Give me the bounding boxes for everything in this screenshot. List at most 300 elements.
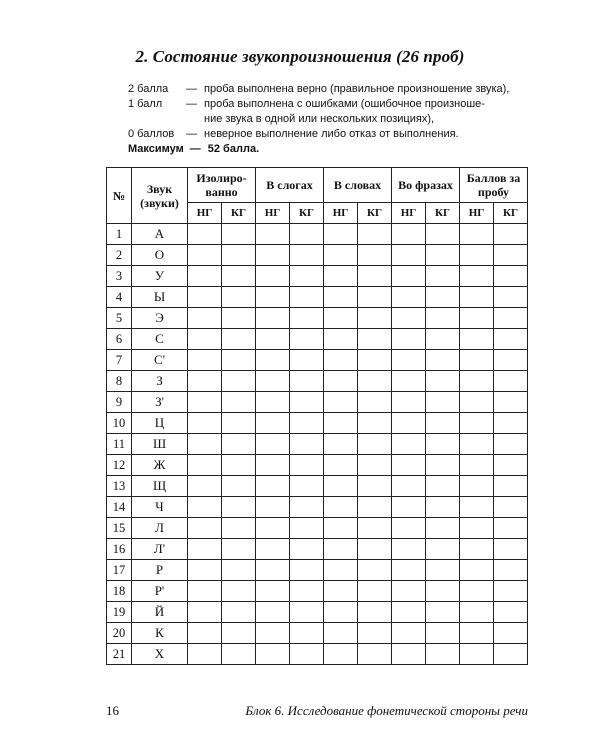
score-entry-cell[interactable] xyxy=(358,539,392,560)
score-entry-cell[interactable] xyxy=(426,518,460,539)
score-entry-cell[interactable] xyxy=(426,371,460,392)
score-entry-cell[interactable] xyxy=(392,434,426,455)
row-number: 12 xyxy=(107,455,132,476)
score-entry-cell[interactable] xyxy=(392,371,426,392)
score-entry-cell[interactable] xyxy=(290,392,324,413)
score-entry-cell[interactable] xyxy=(324,371,358,392)
score-entry-cell[interactable] xyxy=(392,518,426,539)
row-number: 7 xyxy=(107,350,132,371)
score-entry-cell[interactable] xyxy=(222,266,256,287)
header-score: Баллов за пробу xyxy=(460,168,528,203)
score-entry-cell[interactable] xyxy=(494,518,528,539)
score-entry-cell[interactable] xyxy=(290,245,324,266)
score-entry-cell[interactable] xyxy=(188,518,222,539)
score-entry-cell[interactable] xyxy=(494,560,528,581)
score-entry-cell[interactable] xyxy=(188,539,222,560)
score-entry-cell[interactable] xyxy=(290,476,324,497)
score-entry-cell[interactable] xyxy=(392,266,426,287)
score-entry-cell[interactable] xyxy=(256,266,290,287)
sound-cell: О xyxy=(132,245,188,266)
score-entry-cell[interactable] xyxy=(494,539,528,560)
score-entry-cell[interactable] xyxy=(460,560,494,581)
score-entry-cell[interactable] xyxy=(358,455,392,476)
sound-cell: Ы xyxy=(132,287,188,308)
score-entry-cell[interactable] xyxy=(222,308,256,329)
score-entry-cell[interactable] xyxy=(494,602,528,623)
table-row xyxy=(107,392,528,413)
score-entry-cell[interactable] xyxy=(188,308,222,329)
score-entry-cell[interactable] xyxy=(358,560,392,581)
score-entry-cell[interactable] xyxy=(290,644,324,665)
score-entry-cell[interactable] xyxy=(358,371,392,392)
score-entry-cell[interactable] xyxy=(222,497,256,518)
score-entry-cell[interactable] xyxy=(358,224,392,245)
score-entry-cell[interactable] xyxy=(426,623,460,644)
table-row xyxy=(107,350,528,371)
score-entry-cell[interactable] xyxy=(460,644,494,665)
score-entry-cell[interactable] xyxy=(494,308,528,329)
sound-cell: Ц xyxy=(132,413,188,434)
score-entry-cell[interactable] xyxy=(188,350,222,371)
score-entry-cell[interactable] xyxy=(392,602,426,623)
score-entry-cell[interactable] xyxy=(324,245,358,266)
score-entry-cell[interactable] xyxy=(222,392,256,413)
subheader-ng: НГ xyxy=(460,203,494,224)
row-number: 10 xyxy=(107,413,132,434)
score-entry-cell[interactable] xyxy=(222,539,256,560)
table-row xyxy=(107,476,528,497)
score-entry-cell[interactable] xyxy=(256,602,290,623)
score-entry-cell[interactable] xyxy=(494,287,528,308)
scoring-row xyxy=(128,82,528,97)
header-syllables: В слогах xyxy=(256,168,324,203)
score-entry-cell[interactable] xyxy=(324,392,358,413)
score-entry-cell[interactable] xyxy=(324,623,358,644)
score-entry-cell[interactable] xyxy=(256,413,290,434)
scoring-row xyxy=(128,97,528,112)
score-entry-cell[interactable] xyxy=(222,329,256,350)
table-row xyxy=(107,266,528,287)
score-entry-cell[interactable] xyxy=(392,581,426,602)
score-entry-cell[interactable] xyxy=(290,371,324,392)
score-entry-cell[interactable] xyxy=(426,581,460,602)
score-entry-cell[interactable] xyxy=(460,518,494,539)
score-entry-cell[interactable] xyxy=(290,329,324,350)
score-dash: — xyxy=(186,98,197,110)
score-entry-cell[interactable] xyxy=(188,224,222,245)
row-number: 20 xyxy=(107,623,132,644)
subheader-ng: НГ xyxy=(188,203,222,224)
score-entry-cell[interactable] xyxy=(392,308,426,329)
header-phrases: Во фразах xyxy=(392,168,460,203)
score-entry-cell[interactable] xyxy=(426,392,460,413)
sound-cell: Ж xyxy=(132,455,188,476)
score-entry-cell[interactable] xyxy=(494,581,528,602)
score-entry-cell[interactable] xyxy=(256,308,290,329)
sound-cell: Л' xyxy=(132,539,188,560)
score-entry-cell[interactable] xyxy=(256,392,290,413)
header-number: № xyxy=(107,168,132,224)
score-entry-cell[interactable] xyxy=(324,434,358,455)
score-entry-cell[interactable] xyxy=(358,308,392,329)
score-entry-cell[interactable] xyxy=(460,434,494,455)
score-entry-cell[interactable] xyxy=(256,350,290,371)
score-entry-cell[interactable] xyxy=(324,539,358,560)
sound-cell: З' xyxy=(132,392,188,413)
score-entry-cell[interactable] xyxy=(494,245,528,266)
score-entry-cell[interactable] xyxy=(460,539,494,560)
score-entry-cell[interactable] xyxy=(290,455,324,476)
score-entry-cell[interactable] xyxy=(358,287,392,308)
row-number: 18 xyxy=(107,581,132,602)
score-entry-cell[interactable] xyxy=(494,350,528,371)
score-entry-cell[interactable] xyxy=(358,518,392,539)
score-entry-cell[interactable] xyxy=(358,476,392,497)
score-entry-cell[interactable] xyxy=(290,539,324,560)
score-entry-cell[interactable] xyxy=(494,644,528,665)
score-label: 0 баллов xyxy=(128,128,175,140)
score-entry-cell[interactable] xyxy=(358,623,392,644)
score-entry-cell[interactable] xyxy=(460,350,494,371)
sound-cell: Р xyxy=(132,560,188,581)
score-description: проба выполнена верно (правильное произношение звука), xyxy=(204,83,510,95)
score-entry-cell[interactable] xyxy=(460,581,494,602)
score-entry-cell[interactable] xyxy=(494,497,528,518)
score-entry-cell[interactable] xyxy=(256,476,290,497)
score-entry-cell[interactable] xyxy=(222,287,256,308)
row-number: 6 xyxy=(107,329,132,350)
score-entry-cell[interactable] xyxy=(290,581,324,602)
score-entry-cell[interactable] xyxy=(460,287,494,308)
score-entry-cell[interactable] xyxy=(222,371,256,392)
score-entry-cell[interactable] xyxy=(460,308,494,329)
row-number: 9 xyxy=(107,392,132,413)
score-entry-cell[interactable] xyxy=(188,602,222,623)
sound-cell: Щ xyxy=(132,476,188,497)
score-entry-cell[interactable] xyxy=(188,287,222,308)
score-entry-cell[interactable] xyxy=(392,644,426,665)
score-entry-cell[interactable] xyxy=(392,539,426,560)
table-row xyxy=(107,308,528,329)
score-entry-cell[interactable] xyxy=(290,434,324,455)
score-entry-cell[interactable] xyxy=(256,644,290,665)
score-dash xyxy=(186,112,204,127)
score-entry-cell[interactable] xyxy=(188,329,222,350)
sound-cell: С' xyxy=(132,350,188,371)
score-entry-cell[interactable] xyxy=(460,413,494,434)
score-entry-cell[interactable] xyxy=(358,392,392,413)
score-entry-cell[interactable] xyxy=(188,497,222,518)
score-entry-cell[interactable] xyxy=(290,350,324,371)
score-entry-cell[interactable] xyxy=(188,581,222,602)
score-entry-cell[interactable] xyxy=(358,497,392,518)
score-entry-cell[interactable] xyxy=(426,350,460,371)
score-entry-cell[interactable] xyxy=(392,413,426,434)
score-dash: — xyxy=(186,83,197,95)
score-entry-cell[interactable] xyxy=(460,392,494,413)
row-number: 8 xyxy=(107,371,132,392)
score-entry-cell[interactable] xyxy=(256,287,290,308)
score-entry-cell[interactable] xyxy=(494,455,528,476)
score-entry-cell[interactable] xyxy=(324,518,358,539)
score-entry-cell[interactable] xyxy=(324,329,358,350)
score-entry-cell[interactable] xyxy=(494,266,528,287)
score-entry-cell[interactable] xyxy=(324,413,358,434)
score-entry-cell[interactable] xyxy=(324,308,358,329)
score-entry-cell[interactable] xyxy=(392,476,426,497)
score-entry-cell[interactable] xyxy=(460,266,494,287)
score-entry-cell[interactable] xyxy=(256,224,290,245)
score-entry-cell[interactable] xyxy=(358,581,392,602)
score-entry-cell[interactable] xyxy=(392,329,426,350)
score-entry-cell[interactable] xyxy=(324,602,358,623)
row-number: 21 xyxy=(107,644,132,665)
table-body xyxy=(107,224,528,665)
score-entry-cell[interactable] xyxy=(460,371,494,392)
row-number: 3 xyxy=(107,266,132,287)
score-entry-cell[interactable] xyxy=(324,560,358,581)
maximum-label: Максимум xyxy=(128,143,184,155)
row-number: 11 xyxy=(107,434,132,455)
score-entry-cell[interactable] xyxy=(256,539,290,560)
score-entry-cell[interactable] xyxy=(494,392,528,413)
score-entry-cell[interactable] xyxy=(392,245,426,266)
score-entry-cell[interactable] xyxy=(494,224,528,245)
score-entry-cell[interactable] xyxy=(222,644,256,665)
score-entry-cell[interactable] xyxy=(494,623,528,644)
score-entry-cell[interactable] xyxy=(222,350,256,371)
table-row xyxy=(107,560,528,581)
row-number: 15 xyxy=(107,518,132,539)
score-entry-cell[interactable] xyxy=(188,371,222,392)
score-entry-cell[interactable] xyxy=(426,413,460,434)
score-entry-cell[interactable] xyxy=(494,434,528,455)
score-entry-cell[interactable] xyxy=(392,224,426,245)
score-entry-cell[interactable] xyxy=(494,329,528,350)
row-number: 17 xyxy=(107,560,132,581)
score-entry-cell[interactable] xyxy=(222,434,256,455)
score-entry-cell[interactable] xyxy=(494,371,528,392)
score-entry-cell[interactable] xyxy=(256,497,290,518)
score-description: проба выполнена с ошибками (ошибочное произноше- xyxy=(204,98,485,110)
score-entry-cell[interactable] xyxy=(426,245,460,266)
row-number: 5 xyxy=(107,308,132,329)
score-entry-cell[interactable] xyxy=(426,455,460,476)
score-entry-cell[interactable] xyxy=(188,413,222,434)
score-entry-cell[interactable] xyxy=(290,224,324,245)
score-entry-cell[interactable] xyxy=(324,224,358,245)
score-label: 2 балла xyxy=(128,83,169,95)
score-entry-cell[interactable] xyxy=(222,560,256,581)
score-entry-cell[interactable] xyxy=(460,623,494,644)
score-entry-cell[interactable] xyxy=(188,476,222,497)
score-description: ние звука в одной или нескольких позициях), xyxy=(204,113,435,125)
score-entry-cell[interactable] xyxy=(188,560,222,581)
subheader-kg: КГ xyxy=(290,203,324,224)
score-entry-cell[interactable] xyxy=(426,476,460,497)
score-entry-cell[interactable] xyxy=(222,476,256,497)
score-entry-cell[interactable] xyxy=(188,392,222,413)
sound-cell: У xyxy=(132,266,188,287)
score-description: неверное выполнение либо отказ от выполнения. xyxy=(204,128,459,140)
maximum-row xyxy=(128,142,528,157)
score-entry-cell[interactable] xyxy=(290,266,324,287)
score-entry-cell[interactable] xyxy=(426,497,460,518)
score-entry-cell[interactable] xyxy=(290,287,324,308)
score-entry-cell[interactable] xyxy=(392,455,426,476)
score-entry-cell[interactable] xyxy=(290,623,324,644)
score-entry-cell[interactable] xyxy=(290,308,324,329)
score-entry-cell[interactable] xyxy=(358,602,392,623)
score-entry-cell[interactable] xyxy=(358,350,392,371)
score-entry-cell[interactable] xyxy=(426,539,460,560)
subheader-kg: КГ xyxy=(426,203,460,224)
score-entry-cell[interactable] xyxy=(324,581,358,602)
sound-cell: А xyxy=(132,224,188,245)
score-entry-cell[interactable] xyxy=(324,287,358,308)
sound-cell: З xyxy=(132,371,188,392)
score-entry-cell[interactable] xyxy=(426,560,460,581)
score-entry-cell[interactable] xyxy=(222,623,256,644)
header-words: В словах xyxy=(324,168,392,203)
score-entry-cell[interactable] xyxy=(426,224,460,245)
score-entry-cell[interactable] xyxy=(392,350,426,371)
scoring-legend xyxy=(128,82,528,157)
sound-cell: К xyxy=(132,623,188,644)
score-entry-cell[interactable] xyxy=(256,560,290,581)
score-entry-cell[interactable] xyxy=(324,644,358,665)
row-number: 14 xyxy=(107,497,132,518)
score-entry-cell[interactable] xyxy=(324,455,358,476)
score-entry-cell[interactable] xyxy=(460,602,494,623)
score-entry-cell[interactable] xyxy=(426,434,460,455)
table-row xyxy=(107,623,528,644)
scoring-row xyxy=(128,112,528,127)
score-entry-cell[interactable] xyxy=(290,560,324,581)
score-entry-cell[interactable] xyxy=(392,623,426,644)
score-entry-cell[interactable] xyxy=(222,518,256,539)
score-entry-cell[interactable] xyxy=(460,476,494,497)
score-entry-cell[interactable] xyxy=(290,497,324,518)
score-entry-cell[interactable] xyxy=(460,455,494,476)
score-dash: — xyxy=(186,128,197,140)
score-entry-cell[interactable] xyxy=(460,245,494,266)
score-entry-cell[interactable] xyxy=(358,245,392,266)
score-entry-cell[interactable] xyxy=(392,287,426,308)
row-number: 1 xyxy=(107,224,132,245)
score-entry-cell[interactable] xyxy=(290,413,324,434)
score-entry-cell[interactable] xyxy=(426,287,460,308)
score-entry-cell[interactable] xyxy=(460,329,494,350)
maximum-value: 52 балла. xyxy=(207,143,260,155)
maximum-dash: — xyxy=(189,143,201,155)
sound-pronunciation-table xyxy=(106,167,528,665)
score-entry-cell[interactable] xyxy=(188,644,222,665)
score-label: 1 балл xyxy=(128,98,163,110)
score-entry-cell[interactable] xyxy=(256,455,290,476)
score-entry-cell[interactable] xyxy=(188,245,222,266)
score-entry-cell[interactable] xyxy=(460,224,494,245)
score-entry-cell[interactable] xyxy=(188,455,222,476)
score-entry-cell[interactable] xyxy=(392,560,426,581)
score-entry-cell[interactable] xyxy=(358,413,392,434)
sound-cell: Р' xyxy=(132,581,188,602)
score-entry-cell[interactable] xyxy=(290,602,324,623)
sound-cell: Э xyxy=(132,308,188,329)
score-entry-cell[interactable] xyxy=(392,392,426,413)
score-entry-cell[interactable] xyxy=(324,497,358,518)
score-entry-cell[interactable] xyxy=(494,413,528,434)
table-row xyxy=(107,329,528,350)
table-row xyxy=(107,455,528,476)
score-entry-cell[interactable] xyxy=(494,476,528,497)
score-label xyxy=(128,112,186,127)
sound-cell: Ш xyxy=(132,434,188,455)
score-entry-cell[interactable] xyxy=(256,371,290,392)
table-row xyxy=(107,434,528,455)
score-entry-cell[interactable] xyxy=(188,266,222,287)
table-row xyxy=(107,287,528,308)
score-entry-cell[interactable] xyxy=(358,266,392,287)
score-entry-cell[interactable] xyxy=(426,602,460,623)
score-entry-cell[interactable] xyxy=(222,413,256,434)
score-entry-cell[interactable] xyxy=(426,329,460,350)
table-row xyxy=(107,518,528,539)
score-entry-cell[interactable] xyxy=(392,497,426,518)
sound-cell: Х xyxy=(132,644,188,665)
score-entry-cell[interactable] xyxy=(256,623,290,644)
score-entry-cell[interactable] xyxy=(222,581,256,602)
score-entry-cell[interactable] xyxy=(256,245,290,266)
score-entry-cell[interactable] xyxy=(256,329,290,350)
score-entry-cell[interactable] xyxy=(426,266,460,287)
score-entry-cell[interactable] xyxy=(222,224,256,245)
subheader-ng: НГ xyxy=(256,203,290,224)
row-number: 16 xyxy=(107,539,132,560)
score-entry-cell[interactable] xyxy=(324,350,358,371)
score-entry-cell[interactable] xyxy=(188,434,222,455)
sound-cell: С xyxy=(132,329,188,350)
header-sound: Звук (звуки) xyxy=(132,168,188,224)
header-isolated: Изолиро-ванно xyxy=(188,168,256,203)
table-row xyxy=(107,602,528,623)
subheader-kg: КГ xyxy=(494,203,528,224)
score-entry-cell[interactable] xyxy=(324,266,358,287)
sound-cell: Ч xyxy=(132,497,188,518)
score-entry-cell[interactable] xyxy=(222,602,256,623)
score-entry-cell[interactable] xyxy=(256,434,290,455)
score-entry-cell[interactable] xyxy=(290,518,324,539)
score-entry-cell[interactable] xyxy=(188,623,222,644)
score-entry-cell[interactable] xyxy=(358,434,392,455)
score-entry-cell[interactable] xyxy=(256,581,290,602)
score-entry-cell[interactable] xyxy=(256,518,290,539)
score-entry-cell[interactable] xyxy=(324,476,358,497)
table-row xyxy=(107,413,528,434)
sound-cell: Л xyxy=(132,518,188,539)
score-entry-cell[interactable] xyxy=(222,245,256,266)
score-entry-cell[interactable] xyxy=(358,329,392,350)
score-entry-cell[interactable] xyxy=(460,497,494,518)
score-entry-cell[interactable] xyxy=(426,308,460,329)
row-number: 2 xyxy=(107,245,132,266)
table-row xyxy=(107,371,528,392)
table-row xyxy=(107,245,528,266)
row-number: 4 xyxy=(107,287,132,308)
score-entry-cell[interactable] xyxy=(222,455,256,476)
score-entry-cell[interactable] xyxy=(358,644,392,665)
score-entry-cell[interactable] xyxy=(426,644,460,665)
